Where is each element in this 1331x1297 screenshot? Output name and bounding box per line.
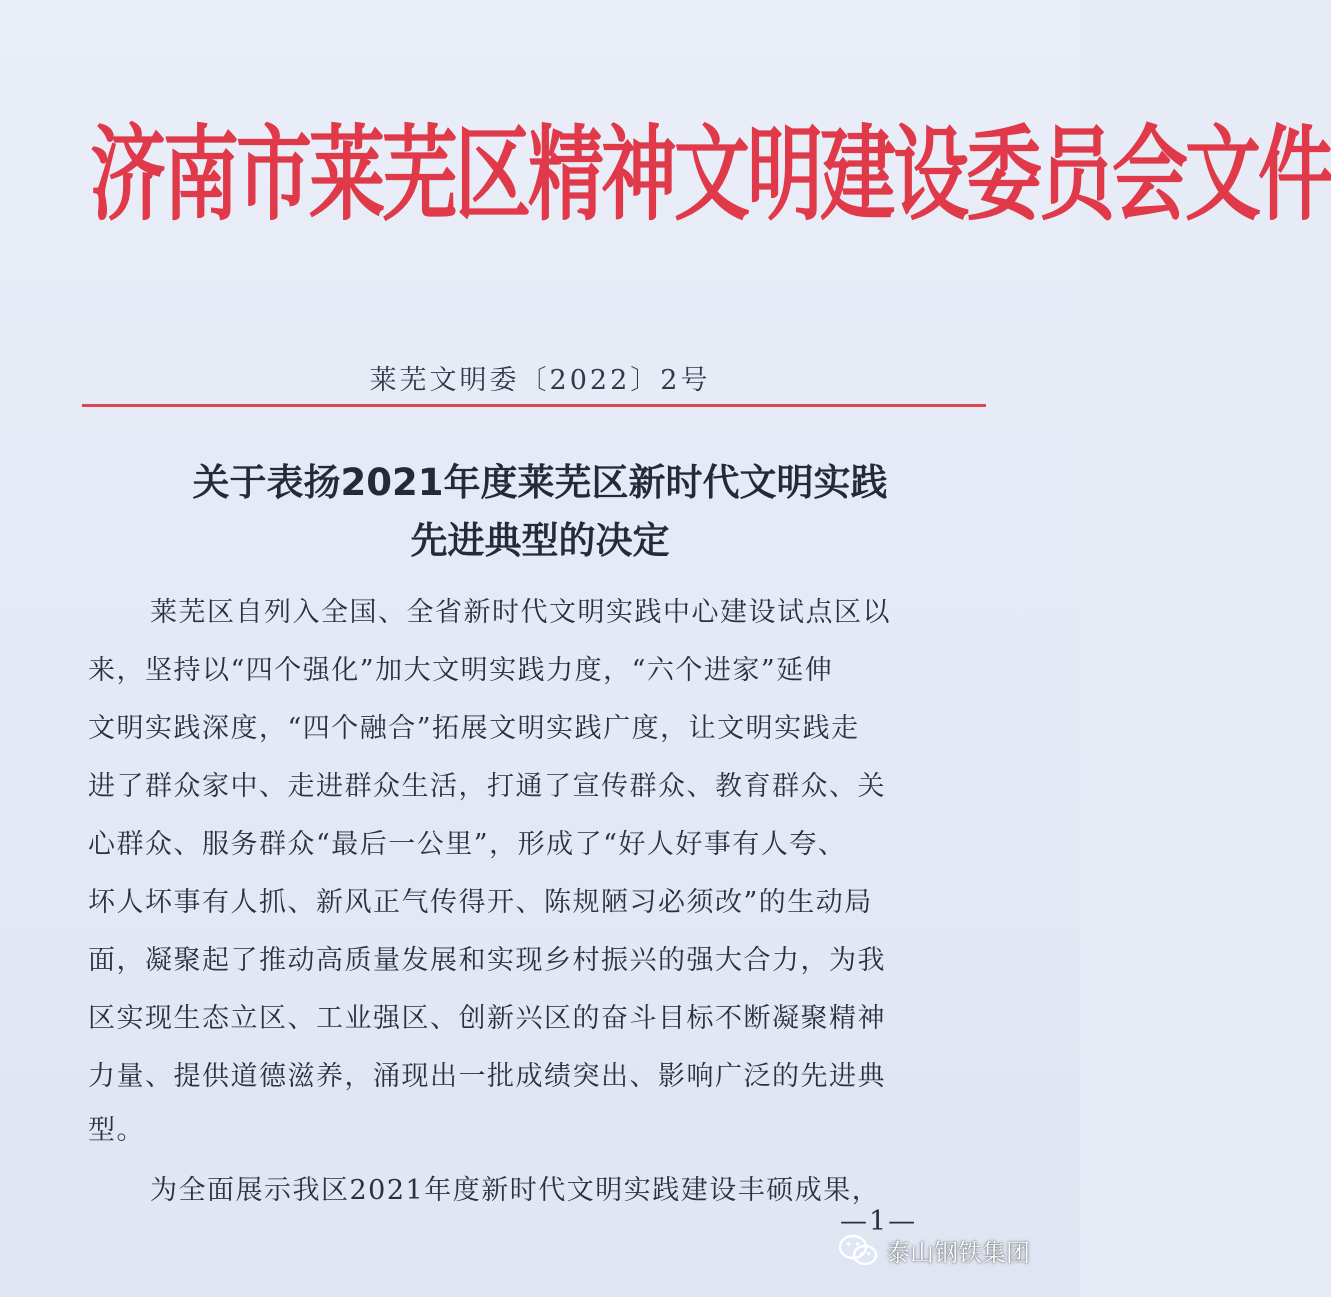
body-line: 坏人坏事有人抓、新风正气传得开、陈规陋习必须改”的生动局 — [88, 887, 873, 918]
body-line: 心群众、服务群众“最后一公里”，形成了“好人好事有人夸、 — [88, 829, 847, 860]
body-line: 文明实践深度，“四个融合”拓展文明实践广度，让文明实践走 — [88, 713, 860, 744]
document-title-line-1: 关于表扬2021年度莱芜区新时代文明实践 — [192, 461, 888, 504]
watermark-text: 泰山钢铁集团 — [886, 1238, 1030, 1267]
page-number: —1— — [840, 1206, 918, 1237]
document-number: 莱芜文明委〔2022〕2号 — [369, 365, 711, 396]
document-header-title: 济南市莱芜区精神文明建设委员会文件 — [90, 114, 1331, 235]
body-line: 区实现生态立区、工业强区、创新兴区的奋斗目标不断凝聚精神 — [88, 1003, 886, 1034]
watermark — [838, 1228, 1030, 1272]
body-line: 进了群众家中、走进群众生活，打通了宣传群众、教育群众、关 — [88, 771, 886, 802]
body-line: 莱芜区自列入全国、全省新时代文明实践中心建设试点区以 — [150, 597, 891, 628]
body-line: 来，坚持以“四个强化”加大文明实践力度，“六个进家”延伸 — [88, 655, 834, 686]
body-line: 型。 — [88, 1115, 145, 1146]
body-line: 面，凝聚起了推动高质量发展和实现乡村振兴的强大合力，为我 — [88, 945, 886, 976]
document-title-line-2: 先进典型的决定 — [410, 519, 670, 562]
wechat-icon — [838, 1233, 878, 1267]
body-line: 力量、提供道德滋养，涌现出一批成绩突出、影响广泛的先进典 — [88, 1061, 886, 1092]
red-divider-line — [82, 404, 986, 407]
body-line: 为全面展示我区2021年度新时代文明实践建设丰硕成果， — [150, 1175, 881, 1206]
